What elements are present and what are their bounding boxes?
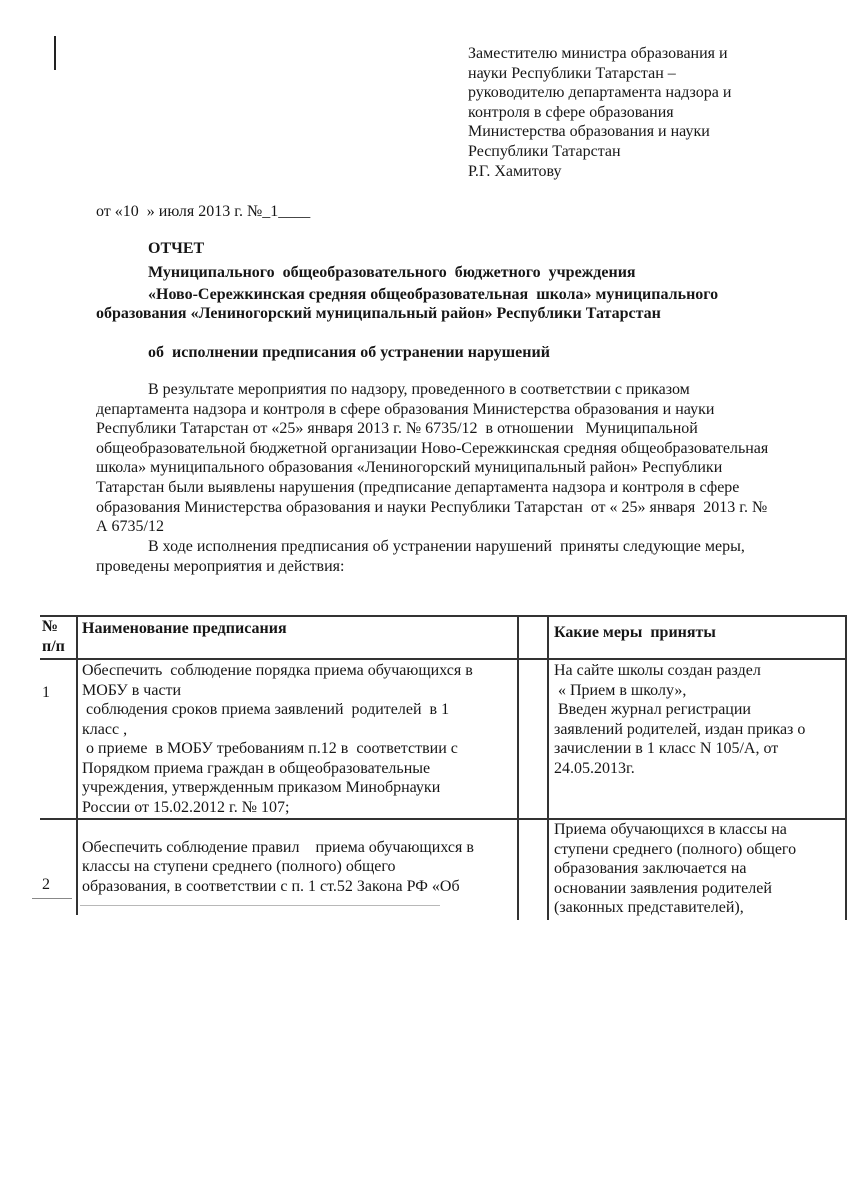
text-line: соблюдения сроков приема заявлений родителей в 1	[82, 701, 450, 718]
text-line: №	[42, 618, 59, 635]
row-2-measures	[554, 820, 796, 918]
header-name: Наименование предписания	[82, 620, 287, 637]
report-title-line-2: «Ново-Сережкинская средняя общеобразовательная школа» муниципального	[148, 286, 719, 303]
paragraph-2	[96, 537, 745, 576]
text-line: п/п	[42, 638, 65, 655]
text-line: класс ,	[82, 720, 128, 738]
text-line: В результате мероприятия по надзору, проведенного в соответствии с приказом	[148, 381, 690, 398]
text-line: общеобразовательной бюджетной организации Ново-Сережкинская средняя общеобразовательная	[96, 439, 769, 457]
table-col-divider	[517, 615, 519, 920]
text-line: Приема обучающихся в классы на	[554, 821, 787, 838]
text-line: образования, в соответствии с п. 1 ст.52 Закона РФ «Об	[82, 877, 460, 895]
text-line	[82, 818, 474, 838]
scan-smudge	[80, 905, 440, 906]
row-1-number: 1	[42, 684, 50, 701]
text-line: образования заключается на	[554, 860, 747, 877]
text-line: контроля в сфере образования	[468, 103, 674, 121]
text-line: 24.05.2013г.	[554, 759, 635, 777]
text-line: На сайте школы создан раздел	[554, 662, 761, 679]
row-2-name	[82, 818, 474, 896]
scan-smudge	[32, 898, 72, 899]
text-line: В ходе исполнения предписания об устранении нарушений приняты следующие меры,	[148, 538, 745, 555]
text-line: заявлений родителей, издан приказ о	[554, 720, 806, 738]
text-line: Татарстан были выявлены нарушения (предписание департамента надзора и контроля в сфере	[96, 478, 740, 496]
pen-mark	[54, 36, 56, 70]
text-line: учреждения, утвержденным приказом Минобрнауки	[82, 779, 441, 796]
text-line: Министерства образования и науки	[468, 123, 710, 141]
text-line: Обеспечить соблюдение порядка приема обучающихся в	[82, 662, 473, 679]
text-line: образования Министерства образования и науки Республики Татарстан от « 25» января 2013 г. №	[96, 498, 768, 516]
report-title-line-1: Муниципального общеобразовательного бюджетного учреждения	[148, 264, 636, 281]
text-line: Республики Татарстан от «25» января 2013 г. № 6735/12 в отношении Муниципальной	[96, 420, 698, 438]
text-line: основании заявления родителей	[554, 879, 772, 897]
measures-table	[40, 615, 846, 920]
text-line: о приеме в МОБУ требованиям п.12 в соответствии с	[82, 740, 458, 757]
row-1-measures	[554, 661, 805, 778]
table-border-right	[845, 615, 847, 920]
table-col-divider	[76, 615, 78, 915]
text-line: руководителю департамента надзора и	[468, 84, 732, 102]
text-line: проведены мероприятия и действия:	[96, 557, 345, 575]
text-line: Порядком приема граждан в общеобразовательные	[82, 759, 431, 777]
row-1-name	[82, 661, 473, 817]
text-line: А 6735/12	[96, 518, 164, 536]
header-number	[42, 617, 65, 657]
paragraph-1	[96, 380, 768, 537]
header-measures: Какие меры приняты	[554, 624, 716, 641]
text-line: МОБУ в части	[82, 681, 182, 699]
row-2-number: 2	[42, 876, 50, 893]
text-line: Республики Татарстан	[468, 142, 621, 160]
report-heading: ОТЧЕТ	[148, 240, 205, 257]
text-line: ступени среднего (полного) общего	[554, 840, 797, 858]
text-line: Обеспечить соблюдение правил приема обучающихся в	[82, 838, 474, 856]
text-line: департамента надзора и контроля в сфере образования Министерства образования и науки	[96, 400, 715, 418]
table-col-divider	[547, 615, 549, 920]
text-line: России от 15.02.2012 г. № 107;	[82, 798, 290, 816]
date-number-line: от «10 » июля 2013 г. №_1____	[96, 203, 311, 220]
text-line: классы на ступени среднего (полного) общего	[82, 858, 396, 875]
text-line: Р.Г. Хамитову	[468, 162, 562, 180]
text-line: школа» муниципального образования «Лениногорский муниципальный район» Республики	[96, 459, 723, 477]
text-line: (законных представителей),	[554, 899, 744, 916]
text-line: « Прием в школу»,	[554, 681, 687, 699]
table-border-top	[40, 615, 846, 617]
text-line: зачислении в 1 класс N 105/А, от	[554, 740, 779, 757]
report-subject: об исполнении предписания об устранении нарушений	[148, 344, 550, 361]
text-line: Введен журнал регистрации	[554, 701, 751, 718]
report-title-line-3: образования «Лениногорский муниципальный район» Республики Татарстан	[96, 305, 661, 322]
addressee-block	[468, 44, 731, 181]
table-header-divider	[40, 658, 846, 660]
text-line: Заместителю министра образования и	[468, 45, 728, 62]
text-line: науки Республики Татарстан –	[468, 64, 676, 82]
